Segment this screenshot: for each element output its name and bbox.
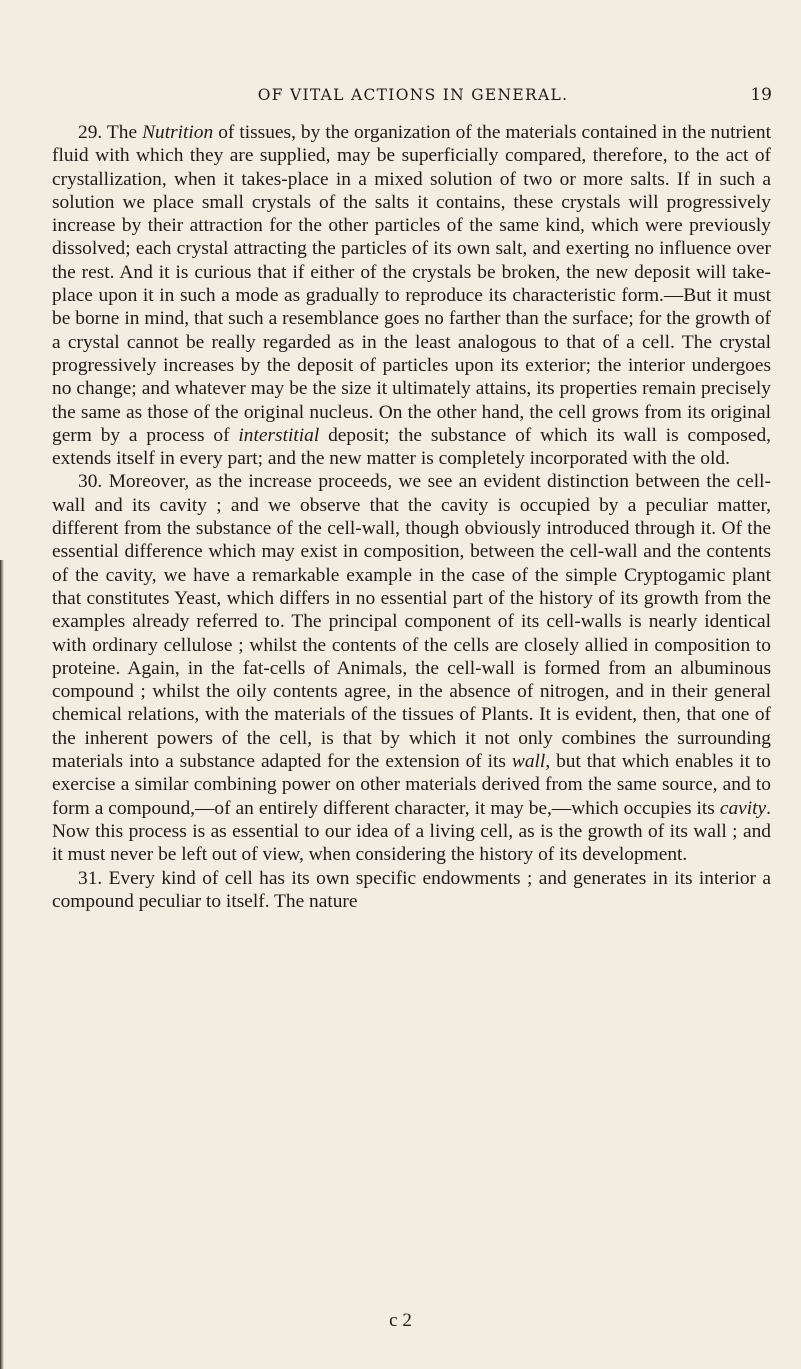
emphasis-text: wall <box>511 751 546 773</box>
page-header <box>52 86 774 110</box>
text-segment: of tissues, by the organization of the materials contained in the nutrient fluid with which they are supplied, may be superficially compared, therefore, to the act of crystallization, when it takes-place in a mixed solution of two or more salts. If in such a solution we place small crystals of the salts it contains, these crystals will progressively increase by their attraction for the other particles of the same kind, which were previously dissolved; each crystal attracting the particles of its own salt, and exerting no influence over the rest. And it is curious that if either of the crystals be broken, the new deposit will take-place upon it in such a mode as gradually to reproduce its characteristic form.—But it must be borne in mind, that such a resemblance goes no farther than the surface; for the growth of a crystal cannot be really regarded as in the least analogous to that of a cell. The crystal progressively increases by the deposit of particles upon its exterior; the interior undergoes no change; and whatever may be the size it ultimately attains, its properties remain precisely the same as those of the original nucleus. On the other hand, the cell grows from its original germ by a process of <box>52 122 771 446</box>
text-segment: , but that which enables it to exercise a similar combining power on other materials derived from the same source, and to form a compound,—of an entirely different character, it may be,—which occupies its <box>52 751 771 819</box>
text-segment: . Now this process is as essential to our idea of a living cell, as is the growth of its wall ; and it must never be left out of view, when considering the history of its development. <box>52 797 771 866</box>
paragraph-30 <box>52 470 771 866</box>
paragraph-number: 30. <box>78 471 103 493</box>
text-segment: The <box>102 122 143 143</box>
signature-mark: c 2 <box>389 1310 412 1331</box>
paragraph-31 <box>52 867 771 914</box>
paragraph-number: 31. <box>78 867 103 889</box>
emphasis-text: Nutrition <box>142 122 214 143</box>
emphasis-text: interstitial <box>238 424 320 446</box>
emphasis-text: cavity <box>719 797 767 819</box>
paragraph-number: 29. <box>78 122 103 143</box>
running-head: OF VITAL ACTIONS IN GENERAL. <box>257 86 569 104</box>
paragraph-29 <box>52 121 771 470</box>
page-edge-shadow <box>0 560 4 1369</box>
page-number: 19 <box>750 85 772 105</box>
text-segment: Moreover, as the increase proceeds, we see an evident distinction between the cell-wall and its cavity ; and we observe that the cavity is occupied by a peculiar matter, different from the substance of the cell-wall, though obviously introduced through it. Of the essential difference which may exist in composition, between the cell-wall and the contents of the cavity, we have a remarkable example in the case of the simple Cryptogamic plant that constitutes Yeast, which differs in no essential part of the history of its growth from the examples already referred to. The principal component of its cell-walls is nearly identical with ordinary cellulose ; whilst the contents of the cells are closely allied in composition to proteine. Again, in the fat-cells of Animals, the cell-wall is formed from an albuminous compound ; whilst the oily contents agree, in the absence of nitrogen, and in their general chemical relations, with the materials of the tissues of Plants. It is evident, then, that one of the inherent powers of the cell, is that by which it not only combines the surrounding materials into a substance adapted for the extension of its <box>52 471 771 773</box>
text-segment: deposit; the substance of which its wall is composed, extends itself in every part; and the new matter is completely incorporated with the old. <box>52 424 771 470</box>
text-segment: Every kind of cell has its own specific endowments ; and generates in its interior a compound peculiar to itself. The nature <box>52 867 771 912</box>
body-text <box>52 121 771 913</box>
